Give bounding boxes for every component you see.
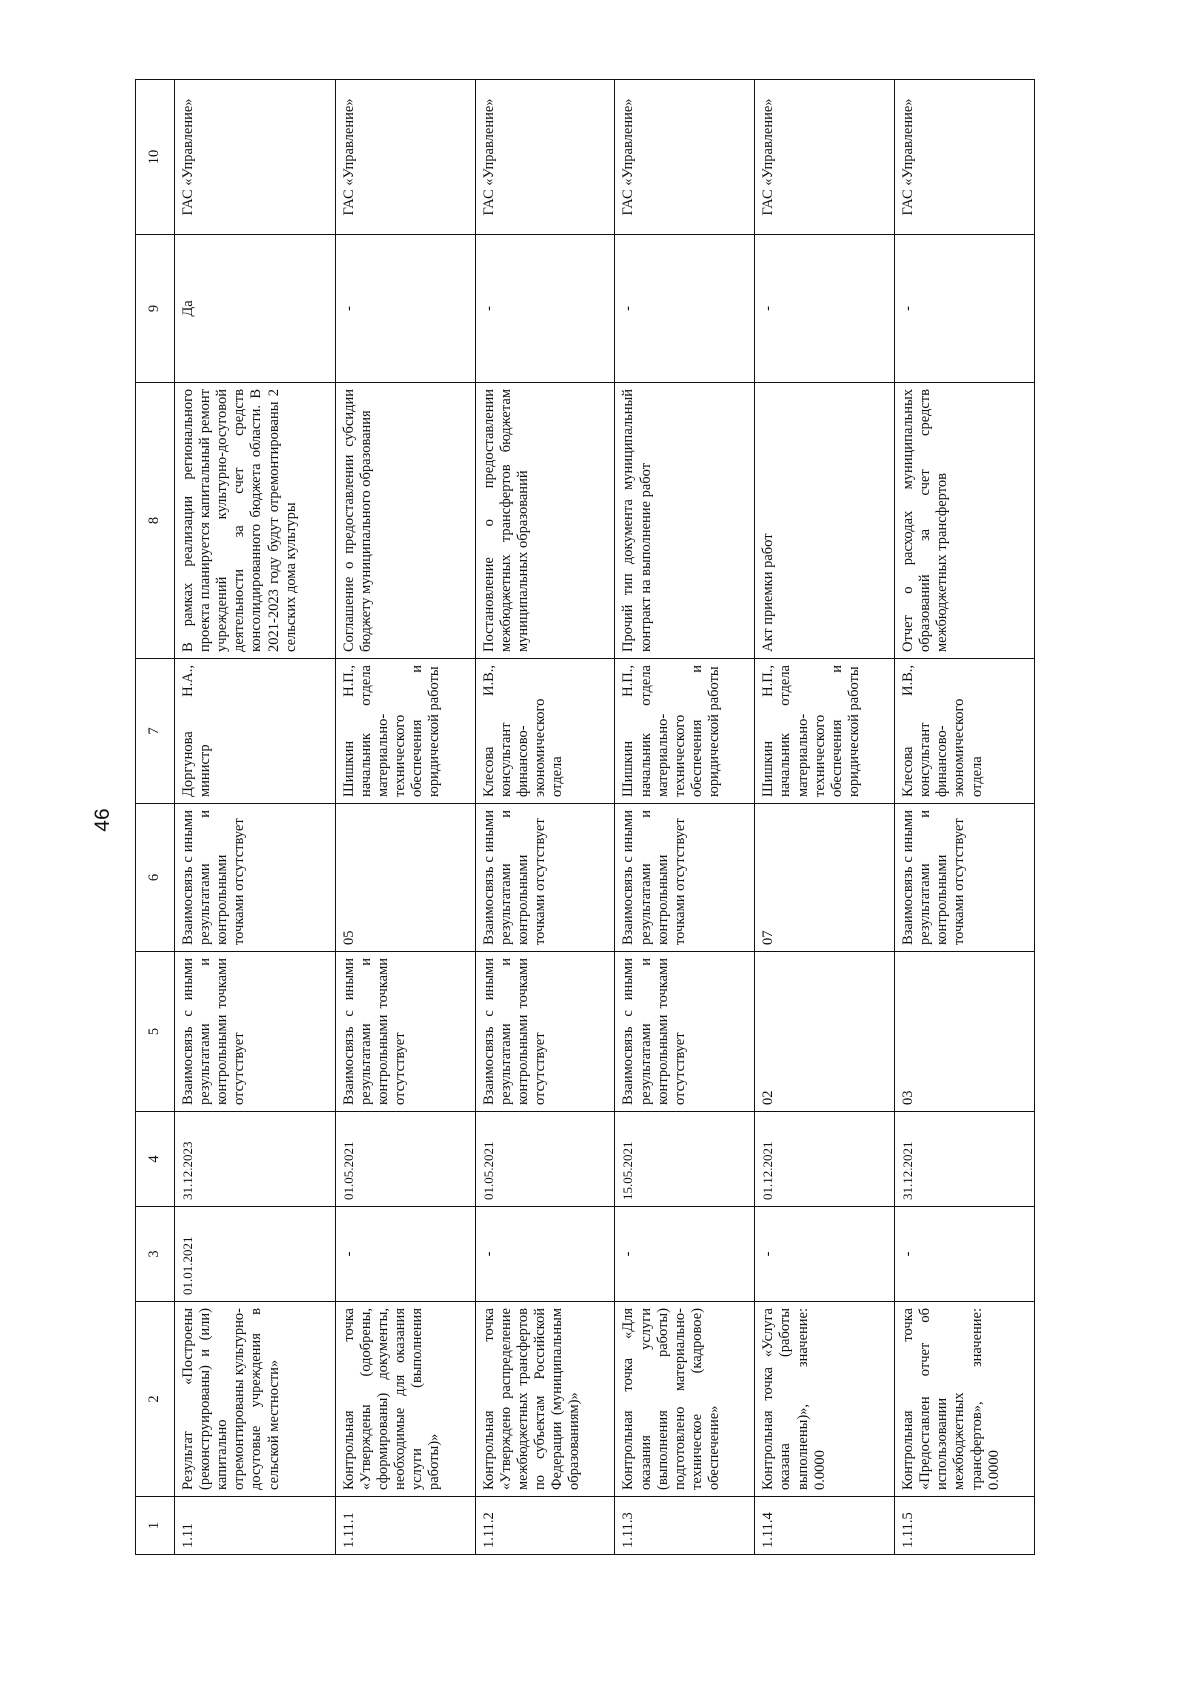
rotated-table-container <box>135 80 1035 1555</box>
row-decomposition: - <box>615 235 755 383</box>
row-predecessor: Взаимосвязь с иными результатами и контрольными точками отсутствует <box>335 952 475 1112</box>
row-start-date: - <box>475 1207 615 1302</box>
row-successor: Взаимосвязь с иными результатами и контрольными точками отсутствует <box>615 804 755 952</box>
table-row <box>175 80 336 1555</box>
row-number: 1.11 <box>175 1497 336 1555</box>
row-responsible: Шишкин Н.П., начальник отдела материально-технического обеспечения и юридической работы <box>335 659 475 804</box>
row-end-date: 01.12.2021 <box>755 1112 895 1207</box>
row-decomposition: - <box>755 235 895 383</box>
row-successor: 07 <box>755 804 895 952</box>
row-start-date: - <box>335 1207 475 1302</box>
row-decomposition: - <box>335 235 475 383</box>
row-number: 1.11.2 <box>475 1497 615 1555</box>
row-name: Контрольная точка «Утверждены (одобрены, сформированы) документы, необходимые для оказания услуги (выполнения работы)» <box>335 1302 475 1497</box>
table-row <box>475 80 615 1555</box>
row-system: ГАС «Управление» <box>615 80 755 235</box>
row-predecessor: 02 <box>755 952 895 1112</box>
row-predecessor: Взаимосвязь с иными результатами и контрольными точками отсутствует <box>475 952 615 1112</box>
row-document: В рамках реализации регионального проекта планируется капитальный ремонт учреждений культурно-досуговой деятельности за счет средств консолидированного бюджета области. В 2021-2023 году будут отремонтированы 2 сельских дома культуры <box>175 383 336 659</box>
row-number: 1.11.5 <box>895 1497 1035 1555</box>
row-start-date: - <box>755 1207 895 1302</box>
row-name: Контрольная точка «Утверждено распределение межбюджетных трансфертов по субъектам Российской Федерации (муниципальным образованиям)» <box>475 1302 615 1497</box>
row-responsible: Доргунова Н.А., министр <box>175 659 336 804</box>
row-name: Контрольная точка «Предоставлен отчет об использовании межбюджетных трансфертов», значение: 0.0000 <box>895 1302 1035 1497</box>
row-successor: Взаимосвязь с иными результатами и контрольными точками отсутствует <box>895 804 1035 952</box>
results-table <box>135 79 1035 1555</box>
row-successor: Взаимосвязь с иными результатами и контрольными точками отсутствует <box>175 804 336 952</box>
header-cell: 2 <box>136 1302 175 1497</box>
row-end-date: 01.05.2021 <box>475 1112 615 1207</box>
row-decomposition: - <box>895 235 1035 383</box>
row-document: Соглашение о предоставлении субсидии бюджету муниципального образования <box>335 383 475 659</box>
row-document: Постановление о предоставлении межбюджетных трансфертов бюджетам муниципальных образований <box>475 383 615 659</box>
header-cell: 8 <box>136 383 175 659</box>
row-system: ГАС «Управление» <box>475 80 615 235</box>
row-name: Результат «Построены (реконструированы) и (или) капитально отремонтированы культурно-досуговые учреждения в сельской местности» <box>175 1302 336 1497</box>
row-number: 1.11.1 <box>335 1497 475 1555</box>
table-row <box>335 80 475 1555</box>
row-responsible: Клесова И.В., консультант финансово-экономического отдела <box>475 659 615 804</box>
row-predecessor: 03 <box>895 952 1035 1112</box>
row-end-date: 15.05.2021 <box>615 1112 755 1207</box>
row-end-date: 31.12.2021 <box>895 1112 1035 1207</box>
row-predecessor: Взаимосвязь с иными результатами и контрольными точками отсутствует <box>175 952 336 1112</box>
header-cell: 3 <box>136 1207 175 1302</box>
header-cell: 5 <box>136 952 175 1112</box>
row-decomposition: Да <box>175 235 336 383</box>
row-responsible: Шишкин Н.П., начальник отдела материально-технического обеспечения и юридической работы <box>615 659 755 804</box>
row-end-date: 01.05.2021 <box>335 1112 475 1207</box>
row-decomposition: - <box>475 235 615 383</box>
row-start-date: - <box>615 1207 755 1302</box>
page-number: 46 <box>91 808 114 832</box>
header-row <box>136 80 175 1555</box>
header-cell: 6 <box>136 804 175 952</box>
row-name: Контрольная точка «Услуга оказана (работы выполнены)», значение: 0.0000 <box>755 1302 895 1497</box>
row-successor: Взаимосвязь с иными результатами и контрольными точками отсутствует <box>475 804 615 952</box>
row-number: 1.11.3 <box>615 1497 755 1555</box>
row-system: ГАС «Управление» <box>175 80 336 235</box>
header-cell: 10 <box>136 80 175 235</box>
row-document: Прочий тип документа муниципальный контракт на выполнение работ <box>615 383 755 659</box>
row-end-date: 31.12.2023 <box>175 1112 336 1207</box>
row-number: 1.11.4 <box>755 1497 895 1555</box>
row-system: ГАС «Управление» <box>895 80 1035 235</box>
row-start-date: 01.01.2021 <box>175 1207 336 1302</box>
row-system: ГАС «Управление» <box>755 80 895 235</box>
header-cell: 9 <box>136 235 175 383</box>
row-responsible: Шишкин Н.П., начальник отдела материально-технического обеспечения и юридической работы <box>755 659 895 804</box>
header-cell: 1 <box>136 1497 175 1555</box>
header-cell: 4 <box>136 1112 175 1207</box>
table-row <box>895 80 1035 1555</box>
row-responsible: Клесова И.В., консультант финансово-экономического отдела <box>895 659 1035 804</box>
row-system: ГАС «Управление» <box>335 80 475 235</box>
row-successor: 05 <box>335 804 475 952</box>
row-document: Отчет о расходах муниципальных образований за счет средств межбюджетных трансфертов <box>895 383 1035 659</box>
table-row <box>755 80 895 1555</box>
table-row <box>615 80 755 1555</box>
row-predecessor: Взаимосвязь с иными результатами и контрольными точками отсутствует <box>615 952 755 1112</box>
row-name: Контрольная точка «Для оказания услуги (выполнения работы) подготовлено материально-техническое (кадровое) обеспечение» <box>615 1302 755 1497</box>
row-start-date: - <box>895 1207 1035 1302</box>
header-cell: 7 <box>136 659 175 804</box>
row-document: Акт приемки работ <box>755 383 895 659</box>
